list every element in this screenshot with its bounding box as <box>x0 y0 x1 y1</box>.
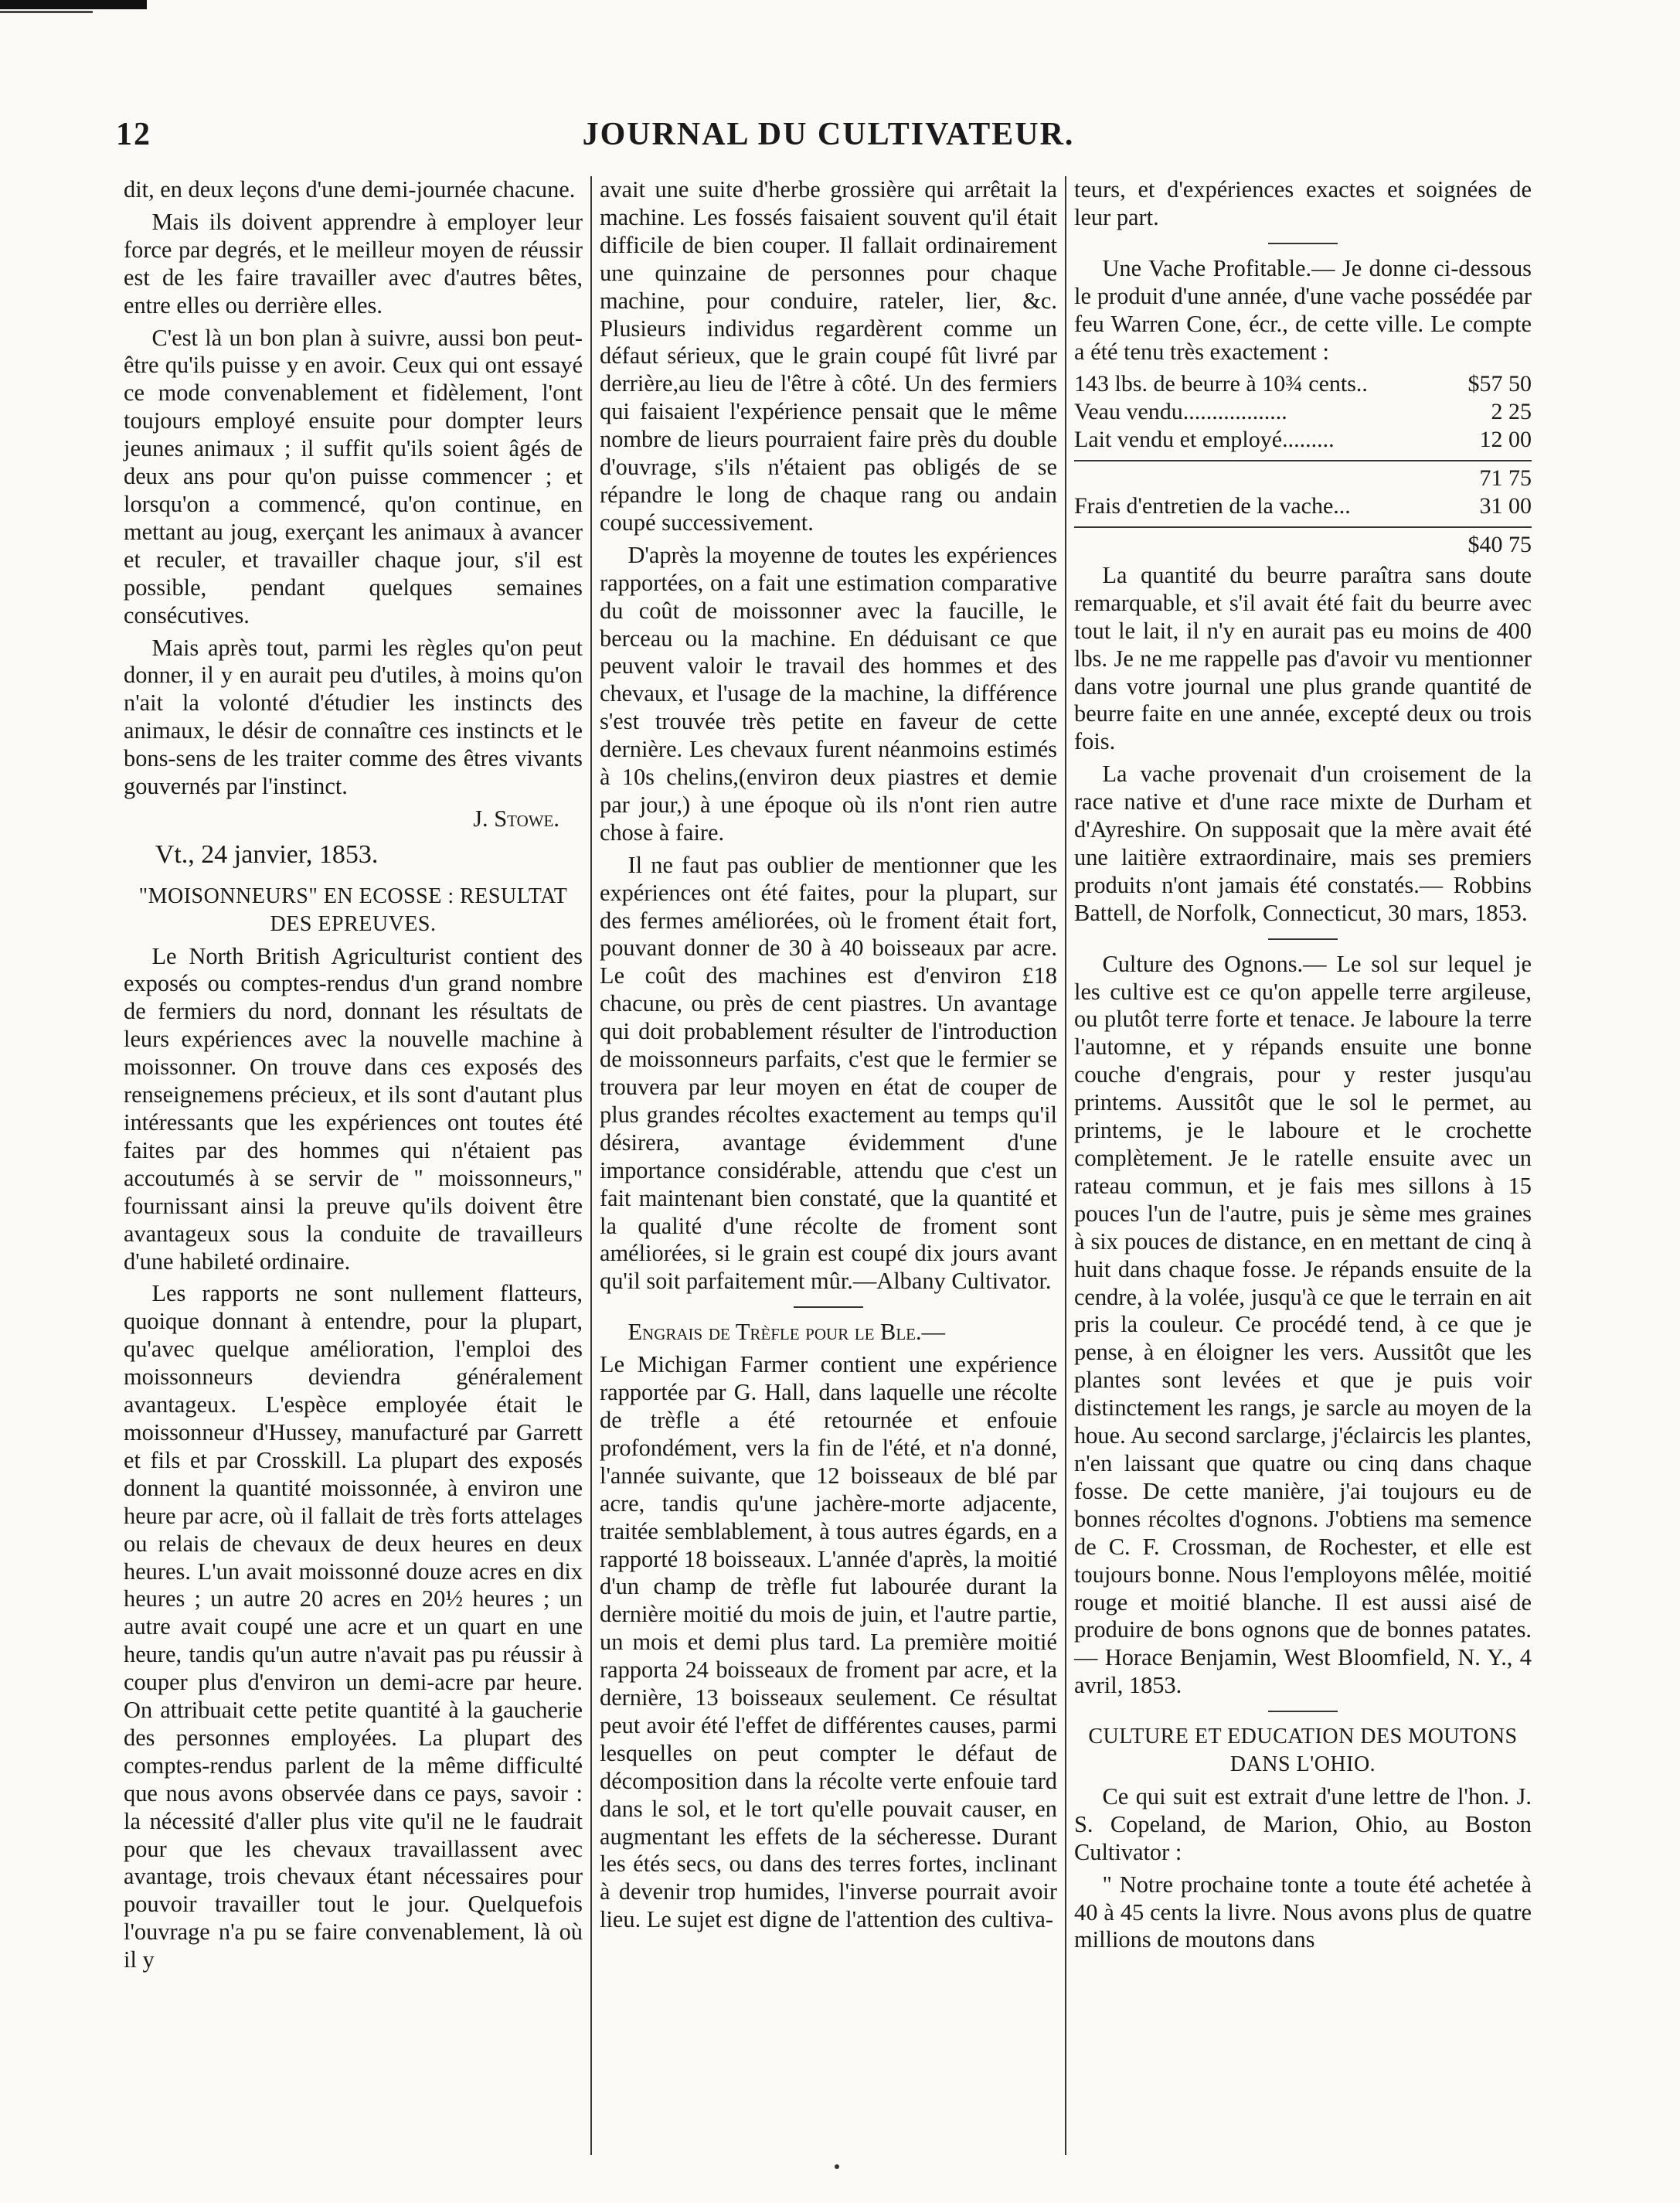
paragraph: teurs, et d'expériences exactes et soignées de leur part. <box>1074 176 1532 230</box>
paragraph: D'après la moyenne de toutes les expériences rapportées, on a fait une estimation comparative du coût de moissonner avec la faucille, le berceau ou la machine. En déduisant ce que peuvent valoir le travail des hommes et des chevaux, et l'usage de la machine, la différence s'est trouvée très petite en faveur de cette dernière. Les chevaux furent néanmoins estimés à 10s chelins,(environ deux piastres et demie par jour,) à une époque où ils n'ont rien autre chose à faire. <box>600 541 1057 846</box>
top-edge-mark <box>0 0 147 9</box>
paragraph: Mais ils doivent apprendre à employer leur force par degrés, et le meilleur moyen de réussir est de les faire travailler avec d'autres bêtes, entre elles ou derrière elles. <box>124 208 583 318</box>
paragraph: Le North British Agriculturist contient des exposés ou comptes-rendus d'un grand nombre de fermiers du nord, donnant les résultats de leurs expériences avec la nouvelle machine à moissonner. On trouve dans ces exposés des renseignemens précieux, et ils sont d'autant plus intéressants que les expériences ont toutes été faites par des hommes qui n'étaient pas accoutumés à se servir de " moissonneurs," fournissant ainsi la preuve qu'ils doivent être avantageux sous la conduite de travailleurs d'une habileté ordinaire. <box>124 942 583 1275</box>
ledger-total: $40 75 <box>1074 526 1532 559</box>
ledger-amount: $57 50 <box>1467 371 1532 397</box>
ledger-amount: 31 00 <box>1479 493 1532 519</box>
paragraph: Il ne faut pas oublier de mentionner que les expériences ont été faites, pour la plupart, sur des fermes améliorées, où le froment était fort, pouvant donner de 30 à 40 boisseaux par acre. Le coût des machines est d'environ £18 chacune, ou près de cent piastres. Un avantage qui doit probablement résulter de l'introduction de moissonneurs parfaits, c'est que le fermier se trouvera par leur moyen en état de couper de plus grandes récoltes exactement au temps qu'il désirera, avantage évidemment d'une importance considérable, attendu que c'est un fait maintenant bien constaté, que la quantité et la qualité d'une récolte de froment sont améliorées, si le grain est coupé dix jours avant qu'il soit parfaitement mûr.—Albany Cultivator. <box>600 851 1057 1295</box>
section-divider <box>1268 243 1338 244</box>
page-header <box>116 116 1541 162</box>
ledger-item: Frais d'entretien de la vache... <box>1074 493 1351 519</box>
ledger-row <box>1074 492 1532 520</box>
section-divider <box>1268 938 1338 940</box>
journal-title: JOURNAL DU CULTIVATEUR. <box>582 117 1075 152</box>
paragraph: dit, en deux leçons d'une demi-journée chacune. <box>124 176 576 203</box>
ledger-amount: 12 00 <box>1479 427 1532 453</box>
page-mark <box>835 2164 839 2169</box>
article-heading: CULTURE ET EDUCATION DES MOUTONS DANS L'OHIO. <box>1088 1725 1518 1777</box>
paragraph: La quantité du beurre paraîtra sans doute remarquable, et s'il avait été fait du beurre avec tout le lait, il n'y en aurait pas eu moins de 400 lbs. Je ne me rappelle pas d'avoir vu mentionner dans votre journal une plus grande quantité de beurre faite en une année, excepté deux ou trois fois. <box>1074 561 1532 755</box>
ledger-item: Lait vendu et employé......... <box>1074 427 1335 453</box>
top-edge-mark-thin <box>0 11 93 13</box>
paragraph: avait une suite d'herbe grossière qui arrêtait la machine. Les fossés faisaient souvent qu'il était difficile de bien couper. Il fallait ordinairement une quinzaine de personnes pour chaque machine, pour conduire, rateler, lier, &c. Plusieurs individus regardèrent comme un défaut sérieux, que le grain coupé fût livré par derrière,au lieu de l'être à côté. Un des fermiers qui faisaient l'expérience pensait que le même nombre de lieurs pourraient faire près du double d'ouvrage, s'ils n'étaient pas obligés de se répandre le long de chaque rang ou andain coupé successivement. <box>600 176 1057 536</box>
ledger-row <box>1074 426 1532 454</box>
article-heading: "MOISONNEURS" EN ECOSSE : RESULTAT DES EPREUVES. <box>138 884 568 936</box>
section-divider <box>1268 1711 1338 1712</box>
author-signature: J. Stowe. <box>473 805 559 832</box>
column-1 <box>116 176 590 2155</box>
paragraph: " Notre prochaine tonte a toute été achetée à 40 à 45 cents la livre. Nous avons plus de quatre millions de moutons dans <box>1074 1871 1532 1953</box>
ledger-item: 143 lbs. de beurre à 10¾ cents.. <box>1074 371 1368 397</box>
column-2 <box>590 176 1065 2155</box>
page-number: 12 <box>116 117 151 152</box>
section-divider <box>794 1306 863 1308</box>
dateline: Vt., 24 janvier, 1853. <box>155 839 379 869</box>
cow-ledger <box>1074 370 1532 558</box>
paragraph: Culture des Ognons.— Le sol sur lequel je les cultive est ce qu'on appelle terre argileuse, ou plutôt terre forte et tenace. Je laboure la terre l'automne, et y répands ensuite une bonne couche d'engrais, pour y rester jusqu'au printems. Aussitôt que le sol le permet, au printems, je le laboure et le crochette complètement. Je le ratelle ensuite avec un rateau commun, et je fais mes sillons à 15 pouces l'un de l'autre, puis je sème mes graines à six pouces de distance, en en mettant de cinq à huit dans chaque fosse. Je répands ensuite de la cendre, à la volée, jusqu'à ce que le terrain en ait pris la couleur. Ce procédé tend, à ce que je pense, à en éloigner les vers. Aussitôt que les plantes sont levées et que je puis voir distinctement les rangs, je sarcle au moyen de la houe. Au second sarclarge, j'éclaircis les plantes, n'en laissant que quatre ou cinq dans chaque fosse. De cette manière, j'ai toujours eu de bonnes récoltes d'ognons. J'obtiens ma semence de C. F. Crossman, de Rochester, et elle est toujours bonne. Nous l'employons mêlée, moitié rouge et moitié blanche. Il est aussi aisé de produire de bons ognons que de bonnes patates. — Horace Benjamin, West Bloomfield, N. Y., 4 avril, 1853. <box>1074 950 1532 1699</box>
paragraph: La vache provenait d'un croisement de la race native et d'une race mixte de Durham et d'Ayreshire. On supposait que la mère avait été une laitière extraordinaire, mais ses premiers produits n'ont jamais été constatés.— Robbins Battell, de Norfolk, Connecticut, 30 mars, 1853. <box>1074 761 1532 926</box>
paragraph: Mais après tout, parmi les règles qu'on peut donner, il y en aurait peu d'utiles, à moins qu'on n'ait la volonté d'étudier les instincts des animaux, le désir de connaître ces instincts et le bons-sens de les traiter comme des êtres vivants gouvernés par l'instinct. <box>124 634 583 800</box>
paragraph: Ce qui suit est extrait d'une lettre de l'hon. J. S. Copeland, de Marion, Ohio, au Boston Cultivator : <box>1074 1782 1532 1865</box>
article-heading: Engrais de Trèfle pour le Ble.— <box>627 1319 945 1346</box>
text-columns <box>116 176 1541 2155</box>
ledger-row <box>1074 398 1532 426</box>
ledger-row <box>1074 370 1532 398</box>
paragraph: Le Michigan Farmer contient une expérience rapportée par G. Hall, dans laquelle une récolte de trèfle a été retournée et enfouie profondément, vers la fin de l'été, et n'a donné, l'année suivante, que 12 boisseaux de blé par acre, tandis qu'une jachère-morte adjacente, traitée semblablement, à tous autres égards, en a rapporté 18 boisseaux. L'année d'après, la moitié d'un champ de trèfle fut labourée durant la dernière moitié du mois de juin, et l'autre partie, un mois et demi plus tard. La première moitié rapporta 24 boisseaux de froment par acre, et la dernière, 13 boisseaux seulement. Ce résultat peut avoir été l'effet de différentes causes, parmi lesquelles on peut compter le défaut de décomposition dans la récolte verte enfouie tard dans le sol, et le tort qu'elle pouvait causer, en augmentant les effets de la sécheresse. Durant les étés secs, ou dans des terres fortes, inclinant à devenir trop humides, l'inverse pourrait avoir lieu. Le sujet est digne de l'attention des cultiva- <box>600 1351 1057 1933</box>
paragraph: C'est là un bon plan à suivre, aussi bon peut-être qu'ils puisse y en avoir. Ceux qui ont essayé ce mode convenablement et fidèlement, l'ont toujours employé ensuite pour dompter leurs jeunes animaux ; il suffit qu'ils soient âgés de deux ans pour qu'on puisse commencer ; et lorsqu'on a commencé, qu'on continue, en mettant au joug, exerçant les animaux à avancer et reculer, et travailler chaque jour, s'il est possible, pendant quelques semaines consécutives. <box>124 324 583 628</box>
paragraph: Les rapports ne sont nullement flatteurs, quoique donnant à entendre, pour la plupart, qu'avec quelque amélioration, l'emploi des moissonneurs deviendra généralement avantageux. L'espèce employée était le moissonneur d'Hussey, manufacturé par Garrett et fils et par Crosskill. La plupart des exposés donnent la quantité moissonnée, à environ une heure par acre, où il fallait de très forts attelages ou relais de chevaux de deux heures en deux heures. L'un avait moissonné douze acres en dix heures ; un autre 20 acres en 20½ heures ; un autre avait coupé une acre et un quart en une heure, tandis qu'un autre n'avait pas pu réussir à couper plus d'environ un demi-acre par heure. On attribuait cette petite quantité à la gaucherie des personnes employées. La plupart des comptes-rendus parlent de la même difficulté que nous avons observée dans ce pays, savoir : la nécessité d'aller plus vite qu'il ne le faudrait pour que les chevaux travaillassent avec avantage, trois chevaux étant nécessaires pour pouvoir travailler tout le jour. Quelquefois l'ouvrage n'a pu se faire convenablement, là où il y <box>124 1280 583 1973</box>
ledger-item: Veau vendu.................. <box>1074 399 1287 425</box>
ledger-subtotal: 71 75 <box>1074 460 1532 492</box>
column-3 <box>1065 176 1539 2155</box>
paragraph: Une Vache Profitable.— Je donne ci-dessous le produit d'une année, d'une vache possédée par feu Warren Cone, écr., de cette ville. Le compte a été tenu très exactement : <box>1074 254 1532 365</box>
ledger-amount: 2 25 <box>1491 399 1532 425</box>
